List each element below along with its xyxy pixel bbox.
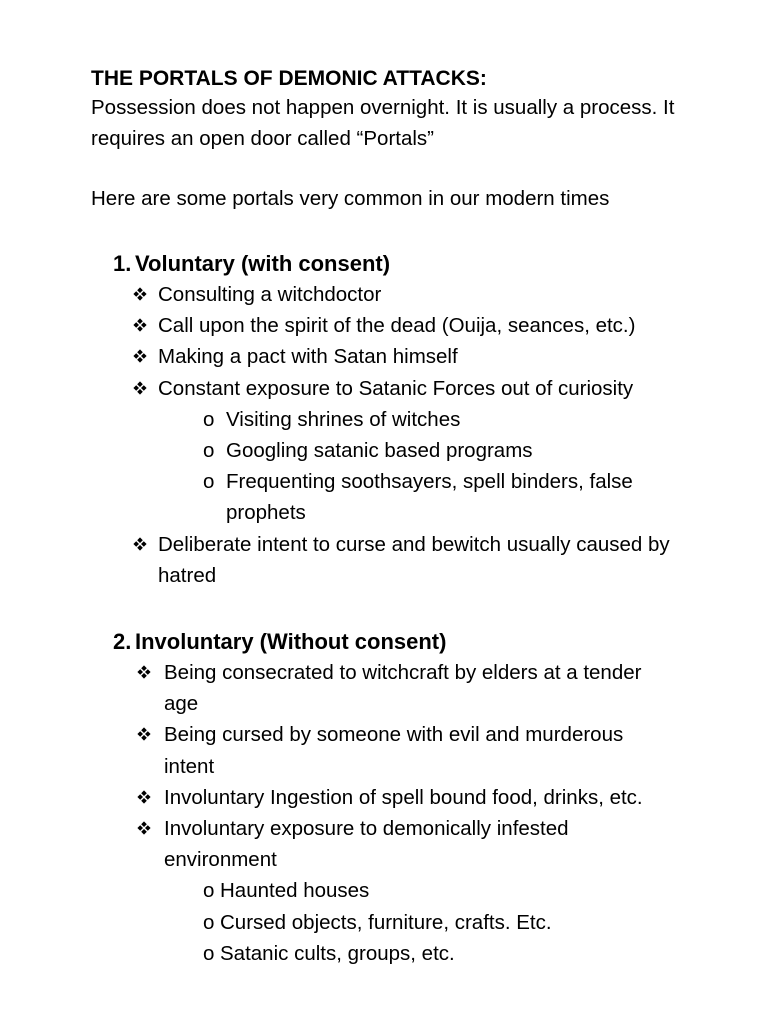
list-item (0, 813, 768, 969)
list-item (0, 373, 768, 529)
document-title: THE PORTALS OF DEMONIC ATTACKS: (91, 67, 487, 90)
list-item-text: Involuntary Ingestion of spell bound food, drinks, etc. (164, 785, 643, 809)
four-diamond-bullet-icon (137, 727, 151, 741)
sub-list (0, 875, 768, 969)
list-item (0, 529, 768, 591)
list-item-text: Constant exposure to Satanic Forces out of curiosity (158, 376, 634, 400)
sub-list-item (0, 435, 768, 466)
list-item-text-continued: hatred (158, 563, 217, 587)
sub-list-item (0, 404, 768, 435)
intro-paragraph (91, 92, 674, 154)
sub-bullet-marker: o (203, 941, 215, 965)
section-header (0, 626, 768, 657)
list-item (0, 719, 768, 781)
list-item-text-continued: age (164, 692, 199, 716)
sub-list-item-text: Cursed objects, furniture, crafts. Etc. (220, 910, 552, 934)
four-diamond-bullet-icon (137, 790, 151, 804)
section-heading: Involuntary (Without consent) (135, 629, 447, 654)
list-item-continuation-row (0, 751, 768, 782)
sub-bullet-marker: o (203, 407, 215, 431)
list-item (0, 782, 768, 813)
section-number: 1. (113, 251, 132, 276)
list-item-text: Involuntary exposure to demonically infested (164, 816, 569, 840)
list-item-row (0, 719, 768, 750)
four-diamond-bullet-icon (137, 665, 151, 679)
list-item-text: Deliberate intent to curse and bewitch usually caused by (158, 532, 670, 556)
sub-list-item-row (0, 466, 768, 497)
four-diamond-bullet-icon (133, 318, 147, 332)
section-header (0, 248, 768, 279)
sub-list-item-text: Satanic cults, groups, etc. (220, 941, 455, 965)
sub-list-item-text-continued: prophets (226, 501, 306, 525)
list-item (0, 657, 768, 719)
sub-list-item (0, 907, 768, 938)
four-diamond-bullet-icon (133, 287, 147, 301)
section-heading: Voluntary (with consent) (135, 251, 391, 276)
list-item (0, 279, 768, 310)
four-diamond-bullet-icon (133, 349, 147, 363)
sub-list-item-continuation-row (0, 497, 768, 528)
sub-list (0, 404, 768, 529)
sub-list-item-text: Visiting shrines of witches (226, 407, 461, 431)
section-number: 2. (113, 629, 132, 654)
list-item-row (0, 782, 768, 813)
sub-bullet-marker: o (203, 438, 215, 462)
sub-list-item (0, 466, 768, 528)
list-item-text-continued: intent (164, 754, 215, 778)
list-item-continuation-row (0, 844, 768, 875)
list-item-text: Call upon the spirit of the dead (Ouija, seances, etc.) (158, 314, 636, 338)
list-item-continuation-row (0, 560, 768, 591)
list-item-row (0, 341, 768, 372)
list-item-row (0, 279, 768, 310)
sub-bullet-marker: o (203, 470, 215, 494)
intro-line: Possession does not happen overnight. It is usually a process. It (91, 96, 675, 119)
sub-list-item-text: Frequenting soothsayers, spell binders, false (226, 470, 633, 494)
section-involuntary (0, 626, 768, 969)
list-item-row (0, 373, 768, 404)
section-voluntary (0, 248, 768, 591)
list-item-row (0, 310, 768, 341)
list-item-text: Consulting a witchdoctor (158, 283, 382, 306)
list-item (0, 310, 768, 341)
four-diamond-bullet-icon (133, 537, 147, 551)
list-item-text: Being consecrated to witchcraft by elders at a tender (164, 661, 642, 684)
four-diamond-bullet-icon (133, 381, 147, 395)
sub-list-item-text: Haunted houses (220, 879, 370, 903)
sub-list-item (0, 875, 768, 906)
list-item (0, 341, 768, 372)
list-item-continuation-row (0, 688, 768, 719)
list-item-text: Being cursed by someone with evil and murderous (164, 723, 624, 747)
list-item-row (0, 813, 768, 844)
lead-paragraph: Here are some portals very common in our modern times (91, 187, 610, 210)
intro-line: requires an open door called “Portals” (91, 127, 434, 150)
list-item-text: Making a pact with Satan himself (158, 345, 458, 369)
sub-list-item (0, 938, 768, 969)
sub-bullet-marker: o (203, 910, 215, 934)
sub-bullet-marker: o (203, 879, 215, 903)
list-item-row (0, 657, 768, 688)
sub-list-item-text: Googling satanic based programs (226, 438, 533, 462)
list-item-row (0, 529, 768, 560)
list-item-text-continued: environment (164, 848, 277, 872)
four-diamond-bullet-icon (137, 821, 151, 835)
